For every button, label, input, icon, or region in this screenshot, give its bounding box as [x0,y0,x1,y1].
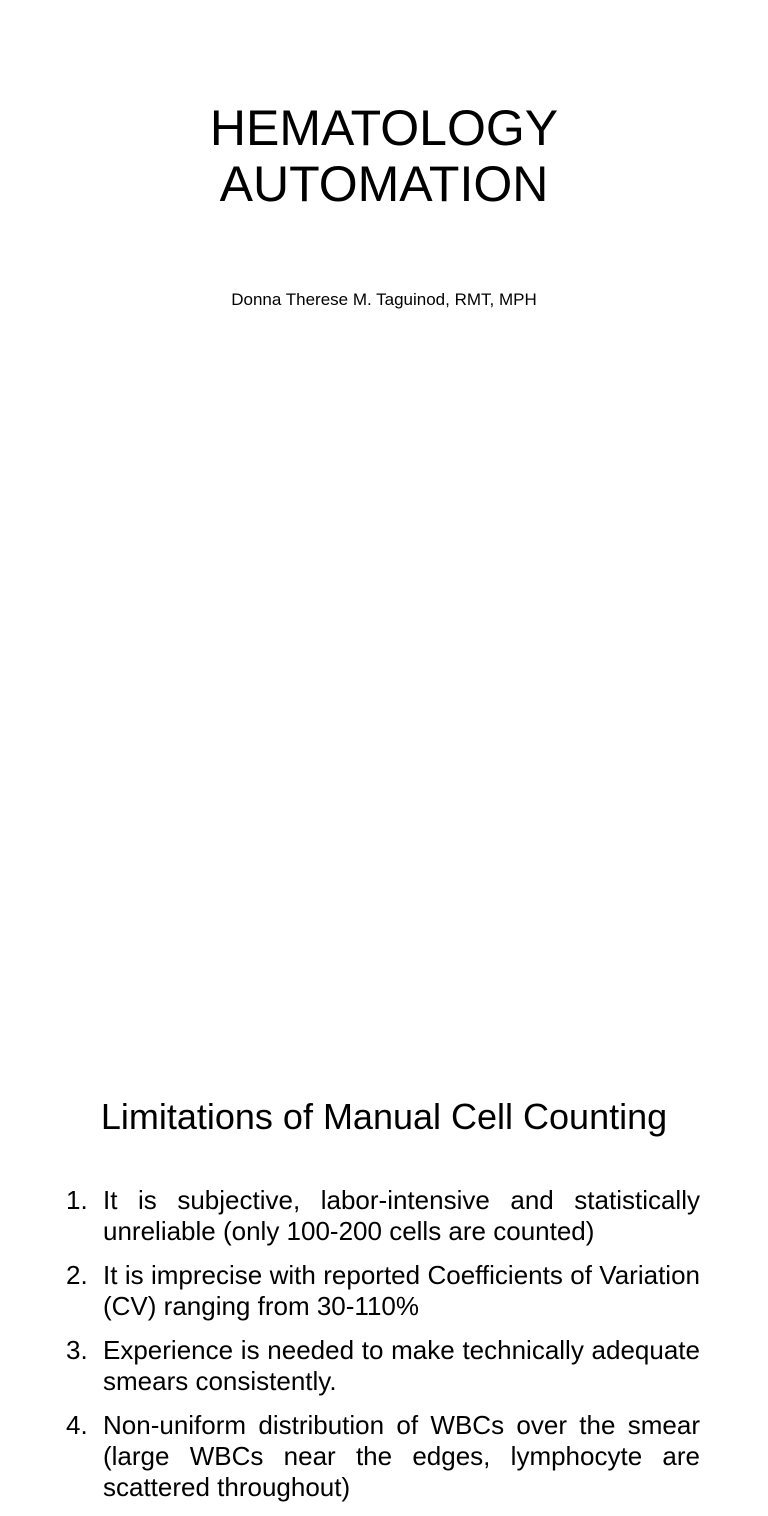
list-item-text: It is subjective, labor-intensive and statistically unreliable (only 100-200 cells are counted) [103,1185,700,1246]
list-item-number: 2. [66,1260,88,1290]
list-item [66,1260,700,1322]
list-item-text: It is imprecise with reported Coefficients of Variation (CV) ranging from 30-110% [103,1260,700,1321]
presentation-title [0,100,768,212]
list-item-text: Experience is needed to make technically adequate smears consistently. [103,1335,700,1396]
list-item [66,1335,700,1397]
title-line-1: HEMATOLOGY [209,100,559,156]
list-item-number: 4. [66,1410,88,1440]
title-slide [0,0,768,512]
list-item-number: 3. [66,1335,88,1365]
list-item-number: 1. [66,1185,88,1215]
list-item [66,1410,700,1503]
author-name: Donna Therese M. Taguinod, RMT, MPH [231,290,537,309]
list-item-text: Non-uniform distribution of WBCs over the smear (large WBCs near the edges, lymphocyte are scattered throughout) [103,1410,700,1502]
slide-title: Limitations of Manual Cell Counting [100,1096,668,1137]
content-slide [0,512,768,1502]
limitations-list [66,1185,700,1516]
title-line-2: AUTOMATION [219,156,549,212]
list-item [66,1185,700,1247]
